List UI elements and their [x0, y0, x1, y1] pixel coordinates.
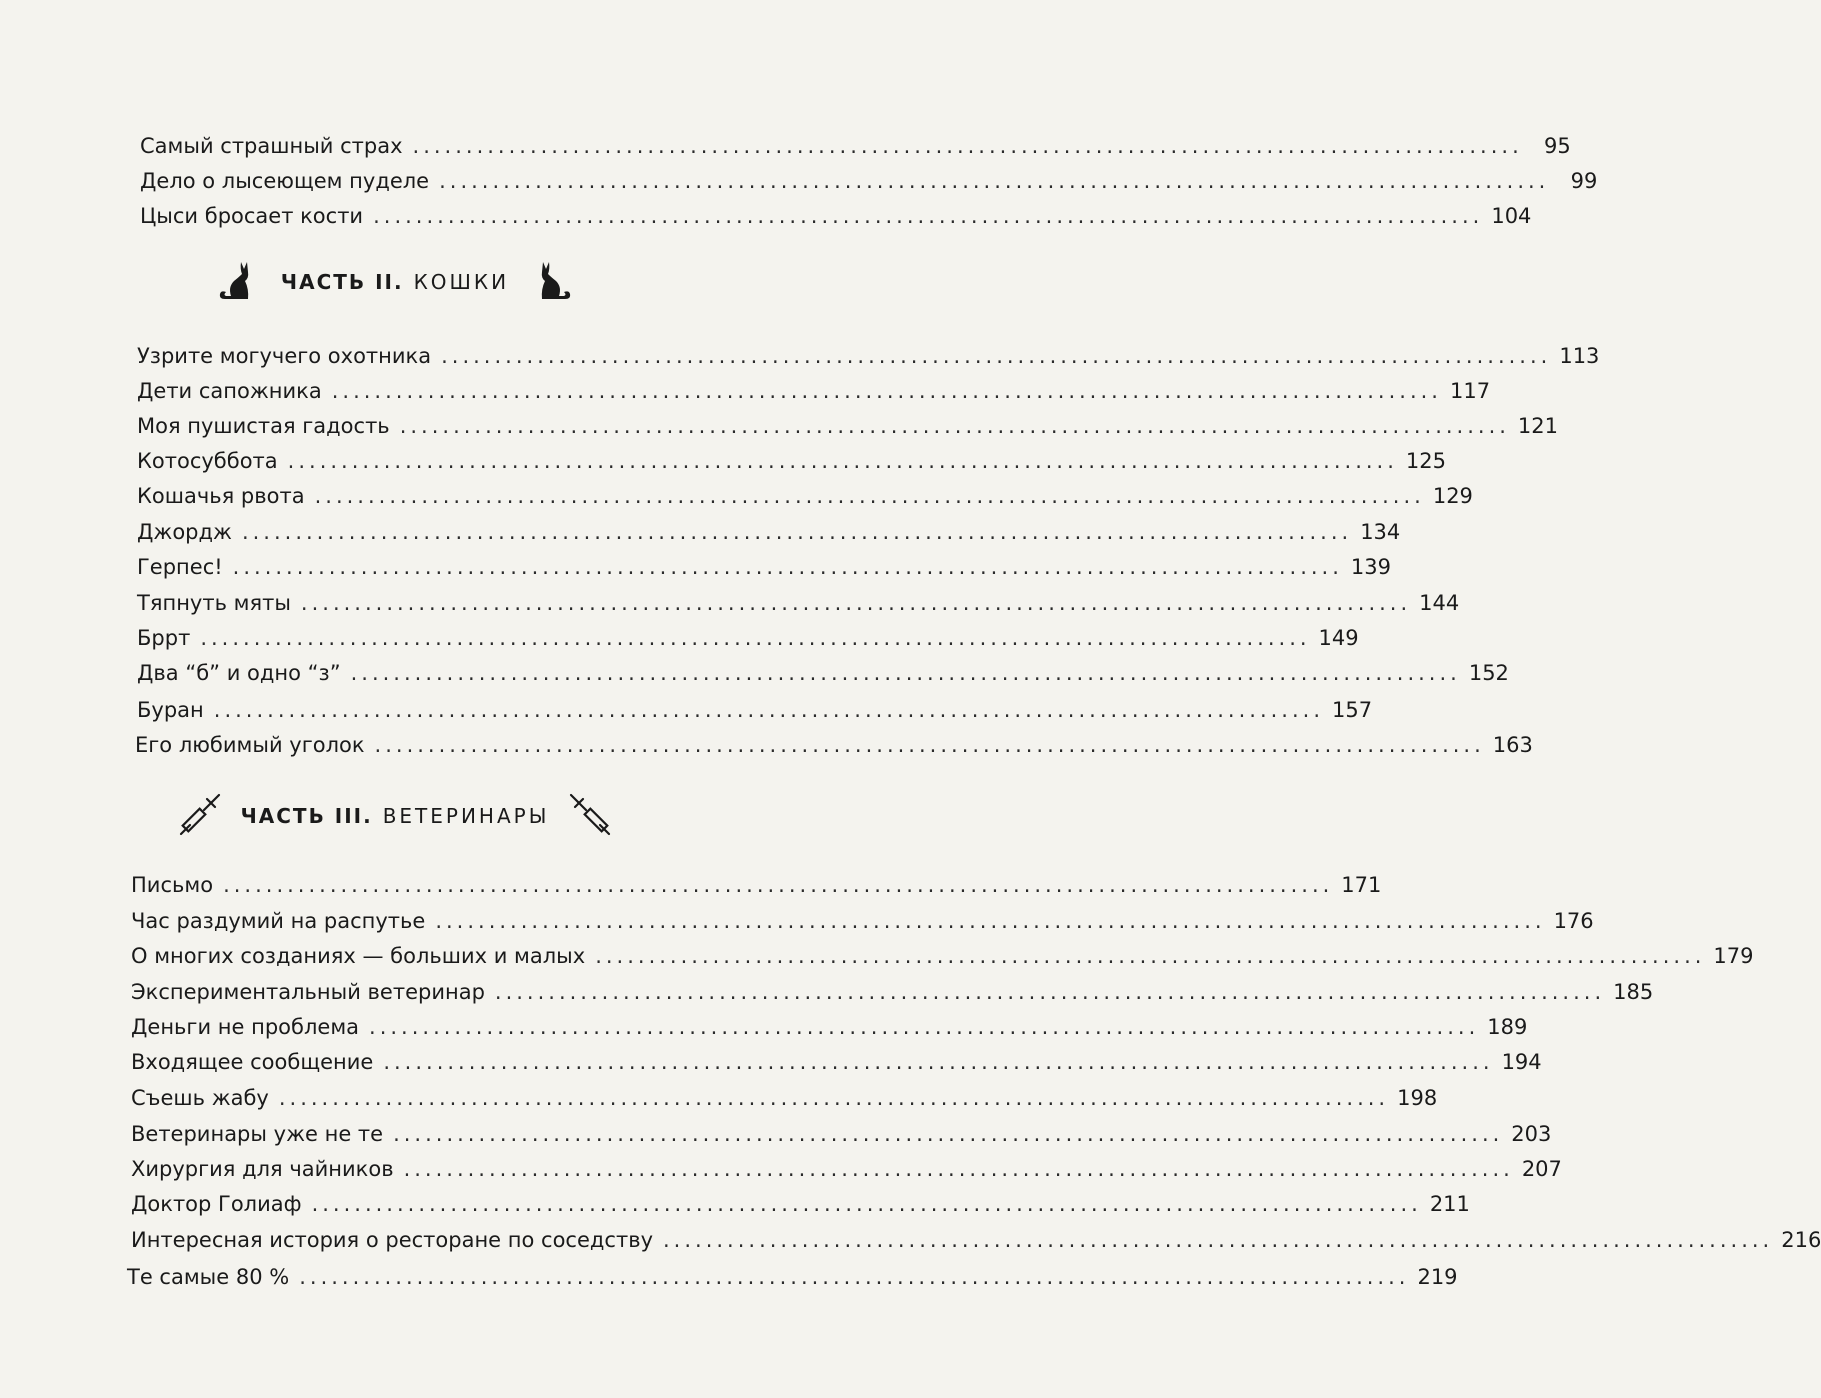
leader-dots: ........................................................................................................ — [287, 449, 1398, 473]
entry-page: 113 — [1559, 344, 1600, 368]
leader-dots: ........................................................................................................ — [399, 414, 1510, 438]
entry-page: 129 — [1432, 484, 1473, 508]
leader-dots: ........................................................................................................ — [331, 379, 1442, 403]
toc-entry — [131, 908, 1594, 934]
entry-title: Джордж — [137, 520, 232, 544]
toc-entry — [131, 1156, 1562, 1182]
entry-page: 99 — [1570, 169, 1598, 193]
toc-entry — [137, 413, 1559, 439]
leader-dots: ........................................................................................................ — [223, 873, 1334, 897]
entry-title: Узрите могучего охотника — [137, 344, 432, 368]
leader-dots: ........................................................................................................ — [373, 204, 1484, 228]
toc-entry — [131, 872, 1382, 898]
entry-title: Тяпнуть мяты — [137, 591, 291, 615]
entry-title: Письмо — [131, 873, 214, 897]
toc-entry — [137, 378, 1491, 404]
part-label: ЧАСТЬ II. — [280, 270, 404, 294]
toc-entry — [137, 483, 1473, 509]
entry-page: 104 — [1491, 204, 1532, 228]
entry-page: 189 — [1487, 1015, 1528, 1039]
entry-title: Моя пушистая гадость — [137, 414, 390, 438]
leader-dots: ........................................................................................................ — [299, 1265, 1410, 1289]
entry-title: Цыси бросает кости — [140, 204, 364, 228]
entry-page: 219 — [1417, 1265, 1458, 1289]
entry-title: Буран — [137, 698, 204, 722]
entry-page: 95 — [1544, 134, 1571, 158]
leader-dots: ........................................................................................................ — [374, 733, 1485, 757]
toc-entry — [137, 590, 1460, 616]
cat-icon — [217, 259, 253, 306]
entry-page: 149 — [1318, 626, 1359, 650]
entry-title: Хирургия для чайников — [131, 1157, 394, 1181]
leader-dots: ........................................................................................................ — [595, 944, 1706, 968]
leader-dots: ........................................................................................................ — [314, 484, 1425, 508]
entry-title: Входящее сообщение — [131, 1050, 374, 1074]
leader-dots: ........................................................................................................ — [300, 591, 1412, 615]
leader-dots: ........................................................................................................ — [200, 626, 1311, 650]
syringe-icon — [177, 791, 223, 842]
toc-entry — [140, 203, 1532, 229]
leader-dots: ........................................................................................................ — [278, 1086, 1390, 1110]
toc-entry — [131, 979, 1654, 1005]
toc-entry — [131, 1191, 1470, 1217]
toc-entry — [137, 554, 1391, 580]
toc-entry — [131, 943, 1754, 969]
toc-entry — [137, 697, 1373, 723]
entry-page: 139 — [1350, 555, 1391, 579]
part-name: ВЕТЕРИНАРЫ — [382, 804, 550, 828]
leader-dots: ........................................................................................................ — [435, 909, 1546, 933]
part-heading — [0, 260, 790, 304]
entry-title: Доктор Голиаф — [131, 1192, 302, 1216]
entry-page: 117 — [1449, 379, 1491, 403]
leader-dots: ........................................................................................................ — [241, 520, 1353, 544]
entry-page: 152 — [1468, 661, 1509, 685]
entry-page: 144 — [1419, 591, 1460, 615]
entry-page: 216 — [1781, 1228, 1821, 1252]
toc-entry — [137, 448, 1446, 474]
toc-entry — [127, 1264, 1458, 1290]
leader-dots: ........................................................................................................ — [369, 1015, 1480, 1039]
entry-page: 207 — [1521, 1157, 1562, 1181]
toc-entry — [137, 519, 1401, 545]
entry-title: Кошачья рвота — [137, 484, 305, 508]
toc-entry — [131, 1014, 1528, 1040]
leader-dots: ........................................................................................................ — [663, 1228, 1774, 1252]
leader-dots: ........................................................................................................ — [350, 661, 1461, 685]
toc-entry — [135, 732, 1533, 758]
leader-dots: ........................................................................................................ — [494, 980, 1606, 1004]
cat-icon — [537, 259, 573, 306]
toc-entry — [131, 1085, 1438, 1111]
entry-page: 194 — [1501, 1050, 1542, 1074]
entry-page: 121 — [1517, 414, 1559, 438]
entry-title: О многих созданиях — больших и малых — [131, 944, 586, 968]
entry-page: 185 — [1613, 980, 1654, 1004]
entry-page: 134 — [1360, 520, 1401, 544]
entry-title: Экспериментальный ветеринар — [131, 980, 485, 1004]
part-heading — [0, 790, 790, 842]
entry-page: 163 — [1492, 733, 1533, 757]
leader-dots: ........................................................................................................ — [383, 1050, 1494, 1074]
entry-page: 125 — [1405, 449, 1446, 473]
leader-dots: ........................................................................................................ — [311, 1192, 1422, 1216]
toc-entry — [140, 133, 1571, 159]
leader-dots: ........................................................................................................ — [441, 344, 1552, 368]
entry-title: Дело о лысеющем пуделе — [140, 169, 430, 193]
entry-title: Деньги не проблема — [131, 1015, 360, 1039]
entry-title: Те самые 80 % — [127, 1265, 290, 1289]
entry-page: 157 — [1332, 698, 1373, 722]
entry-title: Его любимый уголок — [135, 733, 365, 757]
entry-page: 198 — [1397, 1086, 1438, 1110]
entry-page: 211 — [1429, 1192, 1470, 1216]
toc-entry — [131, 1227, 1821, 1253]
entry-title: Бррт — [137, 626, 191, 650]
leader-dots: ........................................................................................................ — [232, 555, 1343, 579]
entry-title: Ветеринары уже не те — [131, 1122, 384, 1146]
toc-entry — [137, 343, 1600, 369]
part-label: ЧАСТЬ III. — [240, 804, 373, 828]
leader-dots: ........................................................................................................ — [213, 698, 1324, 722]
toc-entry — [140, 168, 1598, 194]
part-name: КОШКИ — [413, 270, 510, 294]
entry-page: 171 — [1341, 873, 1382, 897]
syringe-icon — [567, 791, 613, 842]
entry-title: Герпес! — [137, 555, 223, 579]
entry-page: 203 — [1511, 1122, 1552, 1146]
toc-entry — [137, 660, 1509, 686]
toc-entry — [131, 1121, 1552, 1147]
entry-page: 179 — [1713, 944, 1754, 968]
leader-dots: ........................................................................................................ — [412, 134, 1523, 158]
entry-title: Съешь жабу — [131, 1086, 269, 1110]
entry-title: Два “б” и одно “з” — [137, 661, 341, 685]
entry-title: Котосуббота — [137, 449, 278, 473]
entry-page: 176 — [1553, 909, 1594, 933]
toc-entry — [137, 625, 1359, 651]
toc-entry — [131, 1049, 1542, 1075]
entry-title: Интересная история о ресторане по соседству — [131, 1228, 653, 1252]
leader-dots: ........................................................................................................ — [439, 169, 1550, 193]
entry-title: Дети сапожника — [137, 379, 322, 403]
leader-dots: ........................................................................................................ — [393, 1122, 1504, 1146]
entry-title: Самый страшный страх — [140, 134, 403, 158]
entry-title: Час раздумий на распутье — [131, 909, 426, 933]
leader-dots: ........................................................................................................ — [403, 1157, 1514, 1181]
